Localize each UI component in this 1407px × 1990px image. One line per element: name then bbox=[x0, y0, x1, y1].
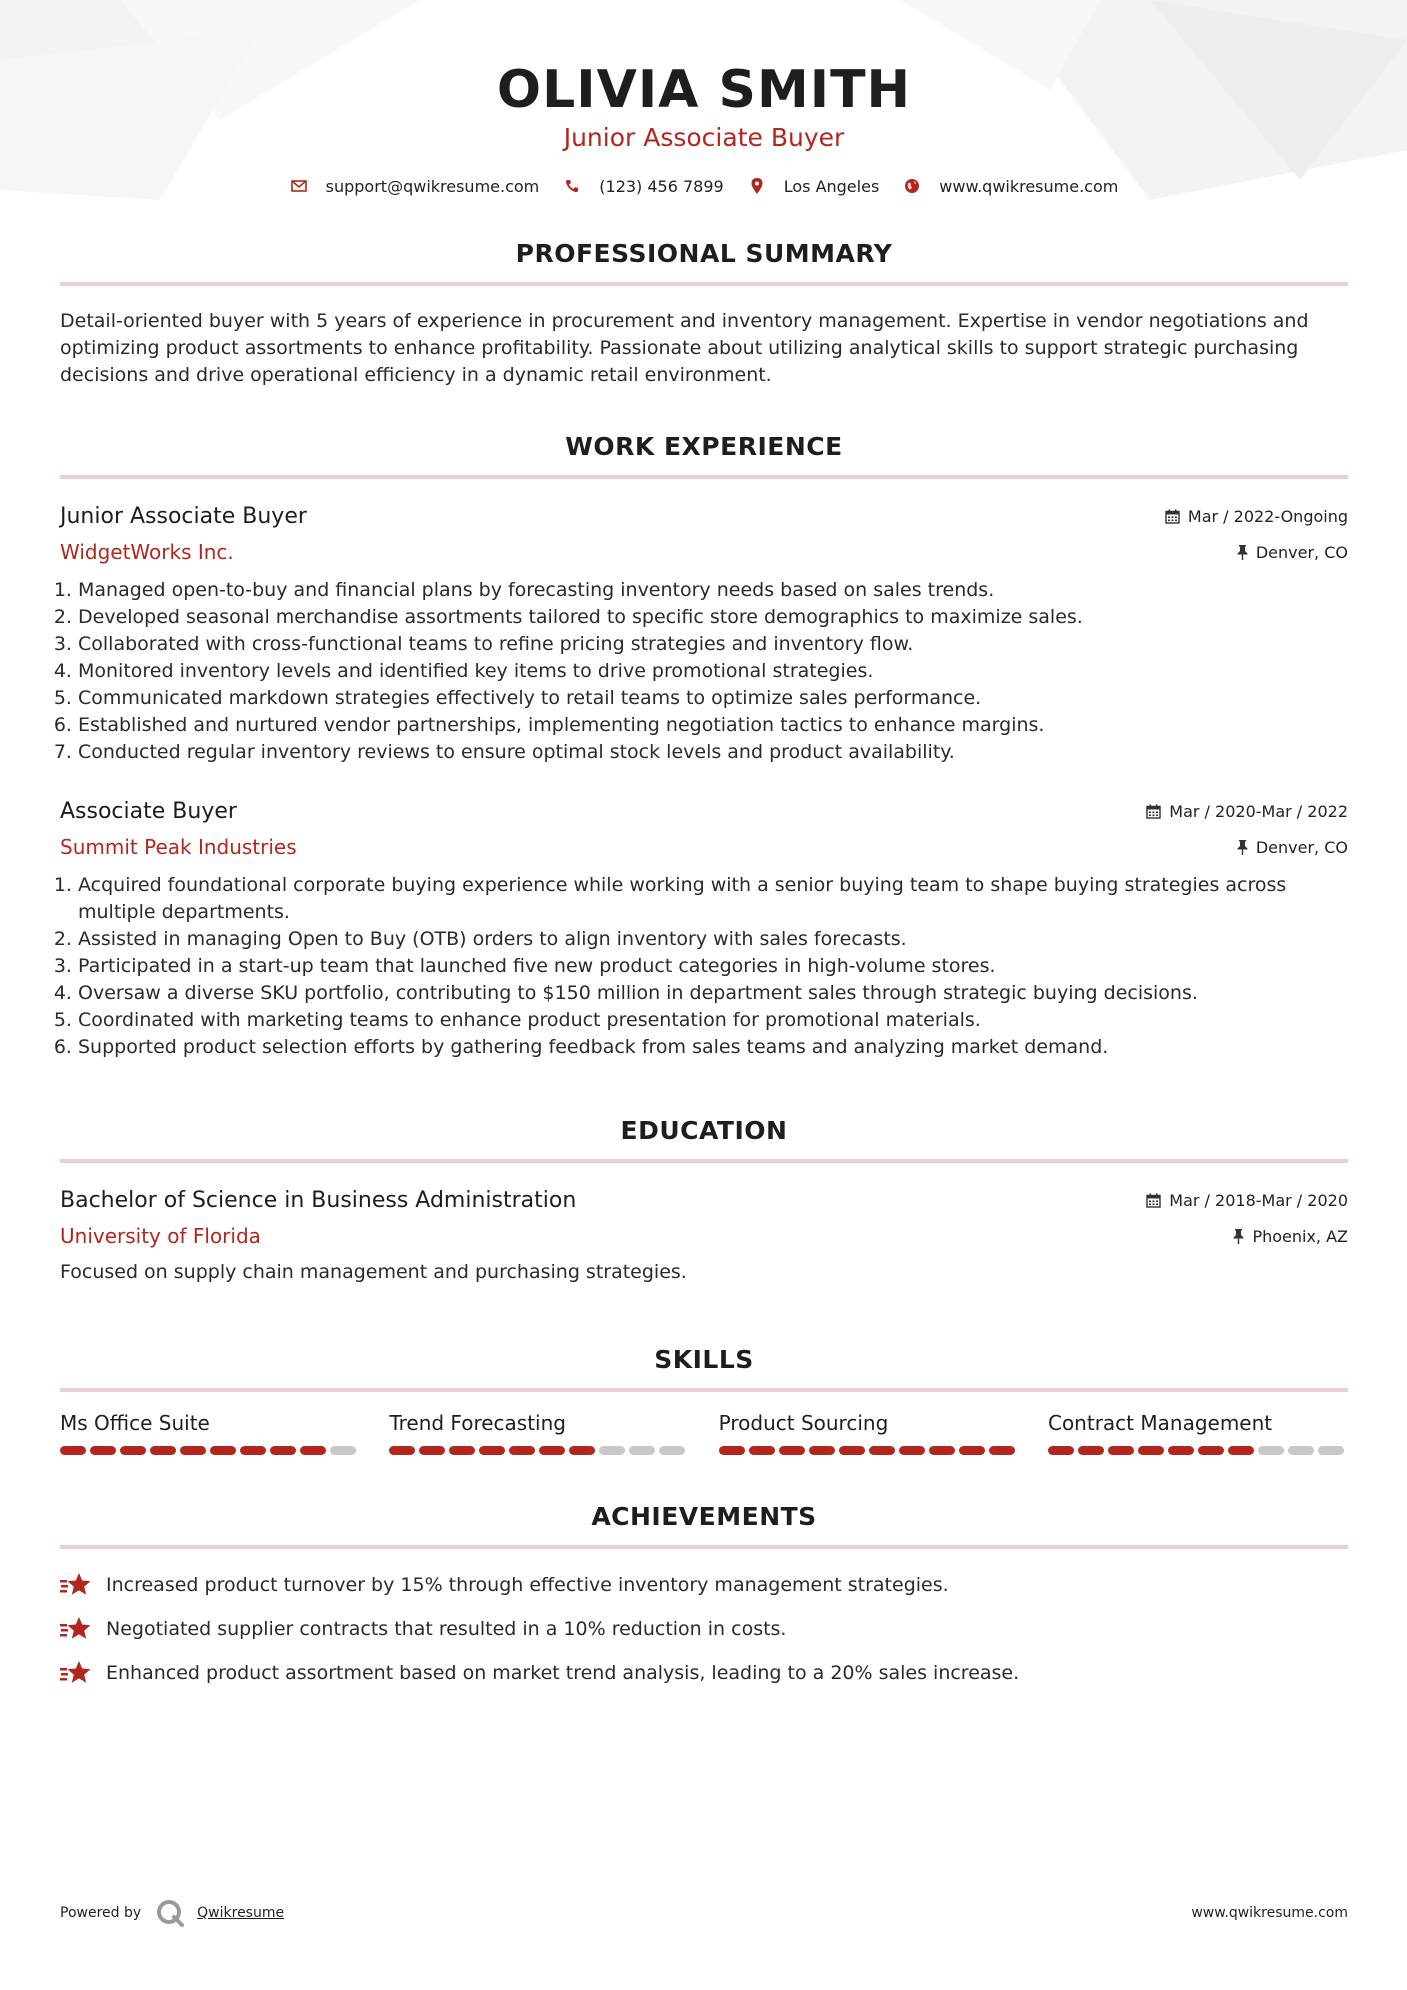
calendar-icon bbox=[1165, 509, 1180, 524]
job-location bbox=[1237, 838, 1348, 857]
skill-dot-filled bbox=[270, 1446, 296, 1455]
skill-item bbox=[1048, 1410, 1348, 1455]
pushpin-icon bbox=[1237, 545, 1248, 560]
phone-text: (123) 456 7899 bbox=[599, 176, 724, 196]
skill-dot-filled bbox=[1138, 1446, 1164, 1455]
list-item: 5. Communicated markdown strategies effectively to retail teams to optimize sales performance. bbox=[78, 685, 1348, 712]
pushpin-icon bbox=[1237, 840, 1248, 855]
skill-dot-filled bbox=[719, 1446, 745, 1455]
summary-heading: PROFESSIONAL SUMMARY bbox=[515, 239, 893, 268]
skill-dot-filled bbox=[419, 1446, 445, 1455]
skill-name: Contract Management bbox=[1047, 1411, 1273, 1435]
candidate-name: OLIVIA SMITH bbox=[496, 60, 912, 120]
skill-dot-filled bbox=[210, 1446, 236, 1455]
skill-item bbox=[60, 1410, 360, 1455]
education-entry bbox=[60, 1185, 1348, 1286]
list-item: 1. Managed open-to-buy and financial plans by forecasting inventory needs based on sales trends. bbox=[78, 577, 1348, 604]
resume-page bbox=[60, 0, 1348, 1990]
job-title: Junior Associate Buyer bbox=[60, 503, 307, 529]
qwikresume-link[interactable]: Qwikresume bbox=[197, 1905, 285, 1921]
skill-dot-filled bbox=[749, 1446, 775, 1455]
list-item: 4. Monitored inventory levels and identified key items to drive promotional strategies. bbox=[78, 658, 1348, 685]
contact-email[interactable] bbox=[290, 177, 540, 196]
job-dates bbox=[1146, 802, 1348, 821]
skill-dot-empty bbox=[629, 1446, 655, 1455]
skill-dot-filled bbox=[1078, 1446, 1104, 1455]
degree-title: Bachelor of Science in Business Administration bbox=[60, 1187, 577, 1213]
experience-section bbox=[60, 431, 1348, 1061]
achievement-text: Enhanced product assortment based on market trend analysis, leading to a 20% sales increase. bbox=[106, 1662, 1020, 1684]
contact-website[interactable] bbox=[903, 177, 1118, 196]
skill-dot-filled bbox=[1048, 1446, 1074, 1455]
job-bullets bbox=[60, 872, 1348, 1061]
list-item: 5. Coordinated with marketing teams to enhance product presentation for promotional materials. bbox=[78, 1007, 1348, 1034]
website-text: www.qwikresume.com bbox=[939, 176, 1119, 196]
experience-heading: WORK EXPERIENCE bbox=[565, 432, 843, 461]
education-location-text: Phoenix, AZ bbox=[1252, 1226, 1348, 1246]
job-entry bbox=[60, 796, 1348, 1061]
job-dates bbox=[1165, 507, 1348, 526]
skill-dot-filled bbox=[509, 1446, 535, 1455]
skill-dot-filled bbox=[959, 1446, 985, 1455]
achievement-item bbox=[60, 1651, 1348, 1695]
skill-dot-empty bbox=[659, 1446, 685, 1455]
job-location-text: Denver, CO bbox=[1255, 542, 1348, 562]
contact-bar bbox=[60, 174, 1348, 198]
skill-item bbox=[719, 1410, 1019, 1455]
skill-dot-filled bbox=[449, 1446, 475, 1455]
skill-dot-filled bbox=[90, 1446, 116, 1455]
skill-dot-filled bbox=[150, 1446, 176, 1455]
summary-text: Detail-oriented buyer with 5 years of experience in procurement and inventory management. Expertise in vendor negotiations and optimizing product assortments to enhance profitability. Passionate about utilizing analytical skills to support strategic purchasing decisions and drive operational efficiency in a dynamic retail environment. bbox=[60, 310, 1309, 386]
education-location bbox=[1233, 1227, 1348, 1246]
skill-dot-filled bbox=[120, 1446, 146, 1455]
skill-level-bar bbox=[1048, 1446, 1348, 1455]
skill-dot-filled bbox=[839, 1446, 865, 1455]
skill-dot-empty bbox=[599, 1446, 625, 1455]
star-icon bbox=[60, 1616, 92, 1642]
section-divider bbox=[60, 282, 1348, 286]
skill-dot-empty bbox=[1288, 1446, 1314, 1455]
education-dates bbox=[1146, 1191, 1348, 1210]
list-item: 3. Participated in a start-up team that launched five new product categories in high-volume stores. bbox=[78, 953, 1348, 980]
list-item: 6. Supported product selection efforts by gathering feedback from sales teams and analyzing market demand. bbox=[78, 1034, 1348, 1061]
skill-dot-filled bbox=[60, 1446, 86, 1455]
pushpin-icon bbox=[1233, 1229, 1244, 1244]
contact-location bbox=[748, 177, 880, 196]
star-icon bbox=[60, 1660, 92, 1686]
envelope-icon bbox=[290, 177, 308, 195]
calendar-icon bbox=[1146, 1193, 1161, 1208]
skill-dot-filled bbox=[869, 1446, 895, 1455]
skills-heading: SKILLS bbox=[654, 1345, 754, 1374]
skill-dot-filled bbox=[1198, 1446, 1224, 1455]
list-item: 3. Collaborated with cross-functional teams to refine pricing strategies and inventory flow. bbox=[78, 631, 1348, 658]
achievement-text: Increased product turnover by 15% through effective inventory management strategies. bbox=[106, 1574, 949, 1596]
section-divider bbox=[60, 1159, 1348, 1163]
job-location-text: Denver, CO bbox=[1255, 837, 1348, 857]
skill-dot-empty bbox=[330, 1446, 356, 1455]
achievement-item bbox=[60, 1563, 1348, 1607]
company-name: Summit Peak Industries bbox=[60, 835, 297, 859]
skill-name: Trend Forecasting bbox=[389, 1411, 566, 1435]
skill-dot-filled bbox=[479, 1446, 505, 1455]
contact-phone[interactable] bbox=[563, 177, 723, 196]
skills-section bbox=[60, 1344, 1348, 1455]
skill-level-bar bbox=[60, 1446, 360, 1455]
achievements-list bbox=[60, 1563, 1348, 1695]
skill-dot-filled bbox=[1168, 1446, 1194, 1455]
job-bullets bbox=[60, 577, 1348, 766]
summary-section bbox=[60, 238, 1348, 389]
email-text: support@qwikresume.com bbox=[325, 176, 540, 196]
skill-level-bar bbox=[389, 1446, 689, 1455]
skill-dot-filled bbox=[929, 1446, 955, 1455]
list-item: 2. Developed seasonal merchandise assortments tailored to specific store demographics to maximize sales. bbox=[78, 604, 1348, 631]
list-item: 4. Oversaw a diverse SKU portfolio, contributing to $150 million in department sales through strategic buying decisions. bbox=[78, 980, 1348, 1007]
skill-dot-filled bbox=[240, 1446, 266, 1455]
location-text: Los Angeles bbox=[783, 176, 880, 196]
globe-icon bbox=[903, 177, 921, 195]
skill-dot-filled bbox=[569, 1446, 595, 1455]
school-name: University of Florida bbox=[60, 1224, 261, 1248]
achievements-heading: ACHIEVEMENTS bbox=[591, 1502, 817, 1531]
job-title: Associate Buyer bbox=[60, 798, 237, 824]
skill-dot-filled bbox=[899, 1446, 925, 1455]
skill-dot-filled bbox=[779, 1446, 805, 1455]
map-pin-icon bbox=[748, 177, 766, 195]
skill-item bbox=[389, 1410, 689, 1455]
powered-by-label: Powered by bbox=[60, 1905, 142, 1921]
skill-dot-filled bbox=[989, 1446, 1015, 1455]
section-divider bbox=[60, 1388, 1348, 1392]
list-item: 7. Conducted regular inventory reviews to ensure optimal stock levels and product availability. bbox=[78, 739, 1348, 766]
candidate-title: Junior Associate Buyer bbox=[563, 123, 845, 152]
job-dates-text: Mar / 2022-Ongoing bbox=[1187, 506, 1348, 526]
achievement-text: Negotiated supplier contracts that resulted in a 10% reduction in costs. bbox=[106, 1618, 787, 1640]
footer-website-link[interactable]: www.qwikresume.com bbox=[1191, 1905, 1348, 1921]
skill-dot-filled bbox=[539, 1446, 565, 1455]
section-divider bbox=[60, 1545, 1348, 1549]
skill-dot-filled bbox=[1108, 1446, 1134, 1455]
section-divider bbox=[60, 475, 1348, 479]
qwikresume-logo-icon bbox=[155, 1898, 185, 1928]
achievements-section bbox=[60, 1501, 1348, 1695]
skill-dot-filled bbox=[389, 1446, 415, 1455]
skill-dot-filled bbox=[1228, 1446, 1254, 1455]
list-item: 1. Acquired foundational corporate buying experience while working with a senior buying team to shape buying strategies across multiple departments. bbox=[78, 872, 1348, 926]
company-name: WidgetWorks Inc. bbox=[60, 540, 234, 564]
skills-list bbox=[60, 1410, 1348, 1455]
skill-dot-empty bbox=[1258, 1446, 1284, 1455]
skill-dot-filled bbox=[180, 1446, 206, 1455]
calendar-icon bbox=[1146, 804, 1161, 819]
education-section bbox=[60, 1115, 1348, 1286]
job-location bbox=[1237, 543, 1348, 562]
achievement-item bbox=[60, 1607, 1348, 1651]
resume-header bbox=[60, 60, 1348, 198]
education-dates-text: Mar / 2018-Mar / 2020 bbox=[1169, 1190, 1348, 1210]
phone-icon bbox=[563, 177, 581, 195]
resume-footer bbox=[60, 1898, 1348, 1928]
education-description: Focused on supply chain management and purchasing strategies. bbox=[60, 1261, 687, 1283]
job-entry bbox=[60, 501, 1348, 766]
skill-dot-empty bbox=[1318, 1446, 1344, 1455]
skill-dot-filled bbox=[300, 1446, 326, 1455]
list-item: 6. Established and nurtured vendor partnerships, implementing negotiation tactics to enhance margins. bbox=[78, 712, 1348, 739]
skill-dot-filled bbox=[809, 1446, 835, 1455]
education-heading: EDUCATION bbox=[620, 1116, 788, 1145]
job-dates-text: Mar / 2020-Mar / 2022 bbox=[1169, 801, 1348, 821]
skill-level-bar bbox=[719, 1446, 1019, 1455]
skill-name: Product Sourcing bbox=[718, 1411, 889, 1435]
skill-name: Ms Office Suite bbox=[60, 1411, 210, 1435]
list-item: 2. Assisted in managing Open to Buy (OTB) orders to align inventory with sales forecasts. bbox=[78, 926, 1348, 953]
star-icon bbox=[60, 1572, 92, 1598]
